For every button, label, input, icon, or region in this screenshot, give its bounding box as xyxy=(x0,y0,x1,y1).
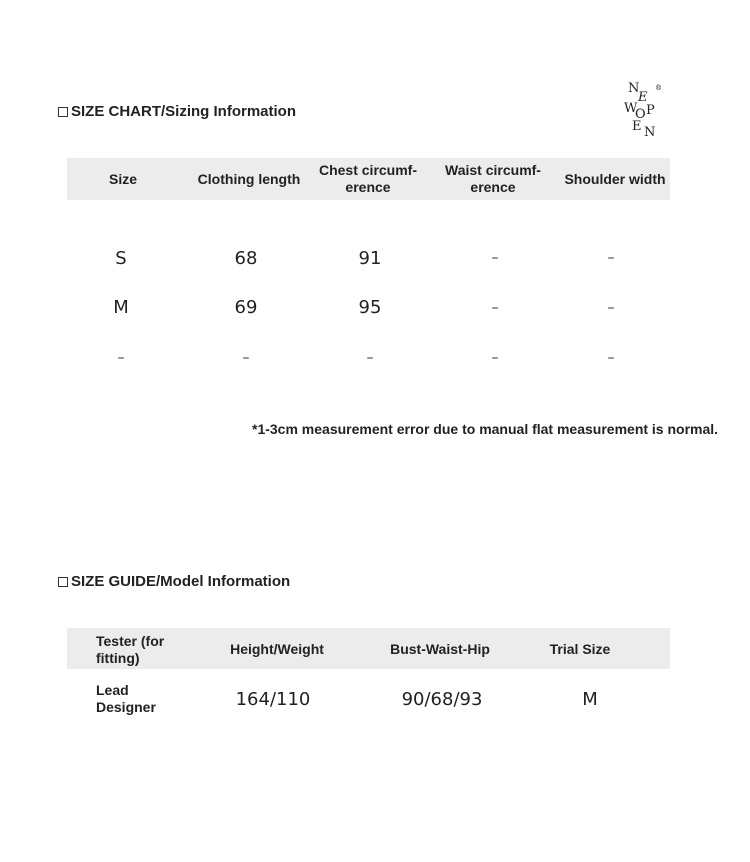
size-chart-title-text: SIZE CHART/Sizing Information xyxy=(71,103,296,120)
table-cell: S xyxy=(115,248,127,269)
checkbox-icon xyxy=(58,107,68,117)
header-waist: Waist circumf- erence xyxy=(445,162,541,195)
table-cell: – xyxy=(117,350,125,366)
table-cell: M xyxy=(113,297,129,318)
measurement-note: *1-3cm measurement error due to manual flat measurement is normal. xyxy=(252,421,719,437)
table-cell: – xyxy=(607,250,615,266)
header-bust-waist-hip: Bust-Waist-Hip xyxy=(390,641,490,657)
table-cell: M xyxy=(582,689,598,710)
table-cell: – xyxy=(491,300,499,316)
table-cell: 91 xyxy=(358,248,382,269)
table-cell: 95 xyxy=(358,297,382,318)
logo-letter: N xyxy=(644,125,656,140)
table-cell: 90/68/93 xyxy=(401,689,483,710)
size-guide-title xyxy=(58,573,290,590)
size-chart-title xyxy=(58,103,296,120)
logo-letter: N xyxy=(628,81,640,96)
header-chest: Chest circumf- erence xyxy=(318,162,418,195)
header-trial-size: Trial Size xyxy=(549,641,611,657)
table-cell: – xyxy=(242,350,250,366)
logo-letter: P xyxy=(646,103,655,118)
table-cell: 68 xyxy=(234,248,258,269)
table-cell: – xyxy=(491,350,499,366)
header-size: Size xyxy=(108,171,138,187)
table-cell: – xyxy=(607,350,615,366)
registered-mark: ® xyxy=(655,84,662,92)
logo-letter: E xyxy=(632,119,642,134)
brand-logo xyxy=(622,82,664,142)
table-cell: – xyxy=(366,350,374,366)
table-cell: – xyxy=(491,250,499,266)
table-cell: – xyxy=(607,300,615,316)
header-clothing-length: Clothing length xyxy=(197,171,301,187)
logo-letter: W xyxy=(624,101,638,116)
header-height-weight: Height/Weight xyxy=(230,641,324,657)
table-cell-tester: Lead Designer xyxy=(96,682,156,715)
header-shoulder-width: Shoulder width xyxy=(564,171,666,187)
logo-letter: O xyxy=(635,107,646,122)
checkbox-icon xyxy=(58,577,68,587)
size-guide-title-text: SIZE GUIDE/Model Information xyxy=(71,573,291,590)
table-cell: 69 xyxy=(234,297,258,318)
header-tester: Tester (for fitting) xyxy=(96,633,165,666)
logo-letter: E xyxy=(638,90,648,105)
table-cell: 164/110 xyxy=(235,689,311,710)
